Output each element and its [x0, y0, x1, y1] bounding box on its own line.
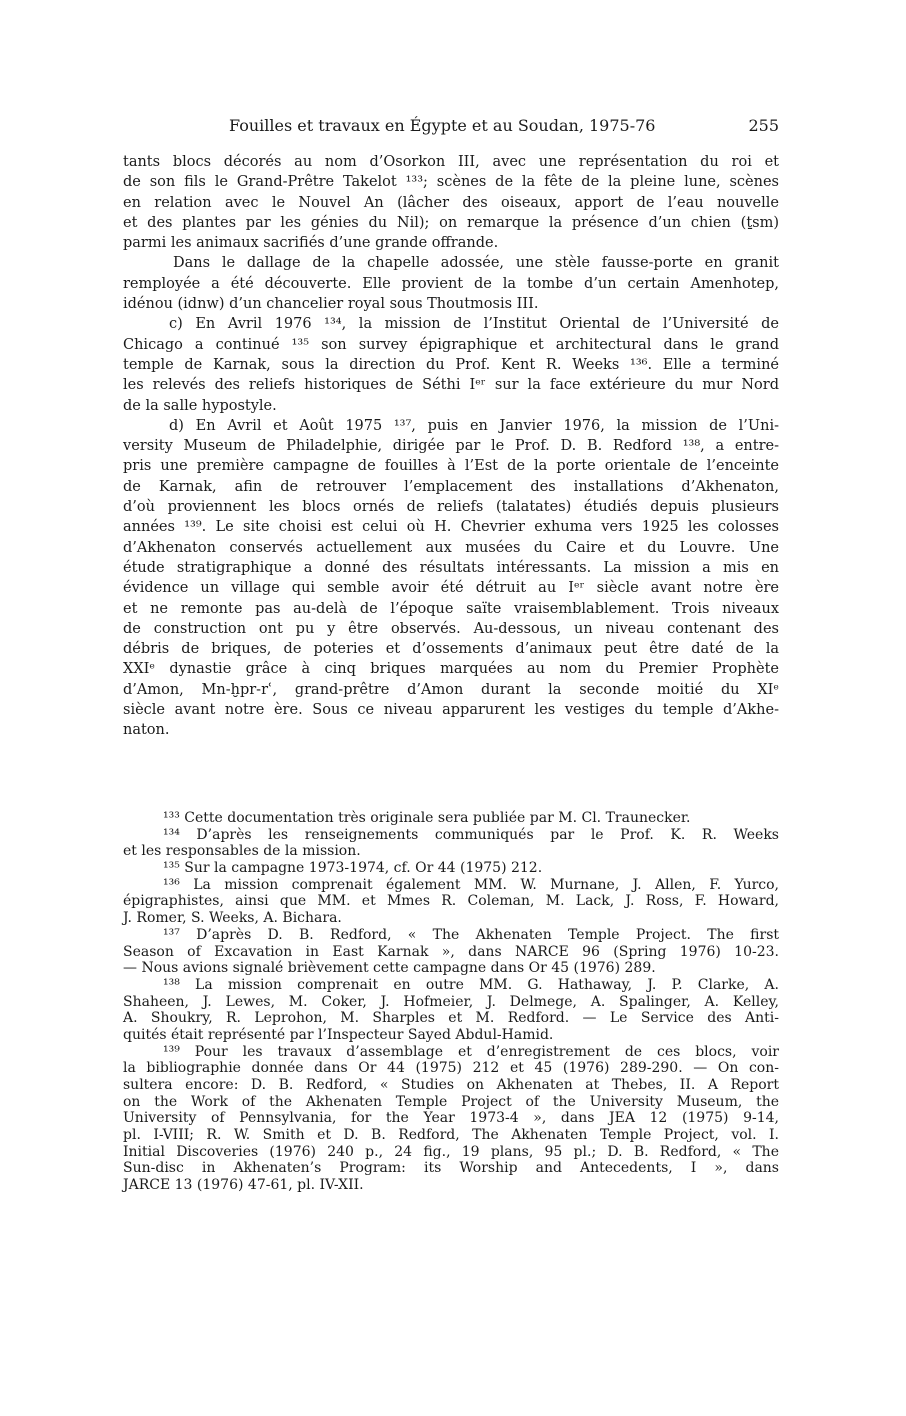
text-line: étude stratigraphique a donné des résultats intéressants. La mission a mis en	[123, 559, 779, 576]
text-line: les relevés des reliefs historiques de Séthi Iᵉʳ sur la face extérieure du mur Nord	[123, 377, 779, 394]
footnote-line: ¹³⁶ La mission comprenait également MM. W. Murnane, J. Allen, F. Yurco,	[163, 876, 779, 893]
running-header	[123, 116, 779, 140]
text-line: remployée a été découverte. Elle provient de la tombe d’un certain Amenhotep,	[123, 275, 779, 292]
footnote-line: J. Romer, S. Weeks, A. Bichara.	[123, 910, 342, 927]
footnote-line: pl. I-VIII; R. W. Smith et D. B. Redford, The Akhenaten Temple Project, vol. I.	[123, 1127, 779, 1144]
footnote-line: ¹³⁹ Pour les travaux d’assemblage et d’enregistrement de ces blocs, voir	[163, 1043, 779, 1060]
footnote-line: ¹³⁸ La mission comprenait en outre MM. G. Hathaway, J. P. Clarke, A.	[163, 976, 779, 993]
text-line: c) En Avril 1976 ¹³⁴, la mission de l’Institut Oriental de l’Université de	[169, 316, 779, 333]
footnote-line: ¹³⁵ Sur la campagne 1973-1974, cf. Or 44 (1975) 212.	[163, 860, 543, 877]
footnote-line: la bibliographie donnée dans Or 44 (1975) 212 et 45 (1976) 289-290. — On con-	[123, 1060, 779, 1077]
footnote-line: Initial Discoveries (1976) 240 p., 24 fig., 19 plans, 95 pl.; D. B. Redford, « The	[123, 1143, 779, 1160]
text-line: tants blocs décorés au nom d’Osorkon III, avec une représentation du roi et	[123, 154, 779, 170]
text-line: pris une première campagne de fouilles à l’Est de la porte orientale de l’enceinte	[123, 458, 779, 475]
text-line: siècle avant notre ère. Sous ce niveau apparurent les vestiges du temple d’Akhe-	[123, 702, 779, 719]
footnote-line: — Nous avions signalé brièvement cette campagne dans Or 45 (1976) 289.	[123, 960, 656, 977]
footnote-line: ¹³⁷ D’après D. B. Redford, « The Akhenaten Temple Project. The first	[163, 926, 779, 943]
text-line: d’Akhenaton conservés actuellement aux musées du Caire et du Louvre. Une	[123, 539, 779, 556]
footnote-line: Sun-disc in Akhenaten’s Program: its Worship and Antecedents, I », dans	[123, 1160, 779, 1177]
footnote-line: JARCE 13 (1976) 47-61, pl. IV-XII.	[123, 1177, 364, 1194]
text-line: et ne remonte pas au-delà de l’époque saïte vraisemblablement. Trois niveaux	[123, 600, 779, 617]
text-line: de Karnak, afin de retrouver l’emplacement des installations d’Akhenaton,	[123, 478, 779, 495]
footnote-line: et les responsables de la mission.	[123, 843, 361, 860]
text-line: idénou (idnw) d’un chancelier royal sous Thoutmosis III.	[123, 296, 539, 313]
text-line: d) En Avril et Août 1975 ¹³⁷, puis en Janvier 1976, la mission de l’Uni-	[169, 417, 779, 434]
footnote-line: Shaheen, J. Lewes, M. Coker, J. Hofmeier, J. Delmege, A. Spalinger, A. Kelley,	[123, 993, 779, 1010]
text-line: parmi les animaux sacrifiés d’une grande offrande.	[123, 235, 499, 252]
text-line: temple de Karnak, sous la direction du Prof. Kent R. Weeks ¹³⁶. Elle a terminé	[123, 356, 779, 373]
text-line: Dans le dallage de la chapelle adossée, une stèle fausse-porte en granit	[173, 255, 779, 272]
text-line: débris de briques, de poteries et d’ossements d’animaux peut être daté de la	[123, 641, 779, 658]
main-text	[123, 152, 779, 741]
footnote-line: A. Shoukry, R. Leprohon, M. Sharples et M. Redford. — Le Service des Anti-	[123, 1010, 779, 1027]
running-title: Fouilles et travaux en Égypte et au Soudan, 1975-76	[229, 116, 656, 135]
text-line: et des plantes par les génies du Nil); on remarque la présence d’un chien (ṯsm)	[123, 214, 779, 231]
text-line: en relation avec le Nouvel An (lâcher des oiseaux, apport de l’eau nouvelle	[123, 194, 779, 211]
footnote-line: quités était représenté par l’Inspecteur Sayed Abdul-Hamid.	[123, 1026, 554, 1043]
footnote-line: Season of Excavation in East Karnak », dans NARCE 96 (Spring 1976) 10-23.	[123, 943, 779, 960]
footnote-line: sultera encore: D. B. Redford, « Studies on Akhenaten at Thebes, II. A Report	[123, 1077, 779, 1093]
text-line: XXIᵉ dynastie grâce à cinq briques marquées au nom du Premier Prophète	[123, 661, 779, 678]
footnote-line: ¹³⁴ D’après les renseignements communiqués par le Prof. K. R. Weeks	[163, 826, 779, 843]
text-line: de construction ont pu y être observés. Au-dessous, un niveau contenant des	[123, 620, 779, 637]
text-line: années ¹³⁹. Le site choisi est celui où H. Chevrier exhuma vers 1925 les colosses	[123, 519, 779, 536]
footnote-line: on the Work of the Akhenaten Temple Project of the University Museum, the	[123, 1093, 779, 1110]
text-line: Chicago a continué ¹³⁵ son survey épigraphique et architectural dans le grand	[123, 336, 779, 353]
text-line: de son fils le Grand-Prêtre Takelot ¹³³; scènes de la fête de la pleine lune, scènes	[123, 174, 779, 191]
text-line: naton.	[123, 722, 170, 739]
text-line: d’Amon, Mn-ḫpr-rʿ, grand-prêtre d’Amon durant la seconde moitié du XIᵉ	[123, 681, 779, 698]
footnotes	[123, 810, 779, 1194]
footnote-line: University of Pennsylvania, for the Year 1973-4 », dans JEA 12 (1975) 9-14,	[123, 1110, 779, 1127]
text-line: versity Museum de Philadelphie, dirigée par le Prof. D. B. Redford ¹³⁸, a entre-	[123, 438, 779, 455]
footnote-line: épigraphistes, ainsi que MM. et Mmes R. Coleman, M. Lack, J. Ross, F. Howard,	[123, 893, 779, 910]
page-number: 255	[748, 116, 779, 135]
text-line: d’où proviennent les blocs ornés de reliefs (talatates) étudiés depuis plusieurs	[123, 499, 779, 516]
text-line: de la salle hypostyle.	[123, 397, 277, 414]
footnote-line: ¹³³ Cette documentation très originale sera publiée par M. Cl. Traunecker.	[163, 810, 691, 826]
text-line: évidence un village qui semble avoir été détruit au Iᵉʳ siècle avant notre ère	[123, 580, 779, 597]
